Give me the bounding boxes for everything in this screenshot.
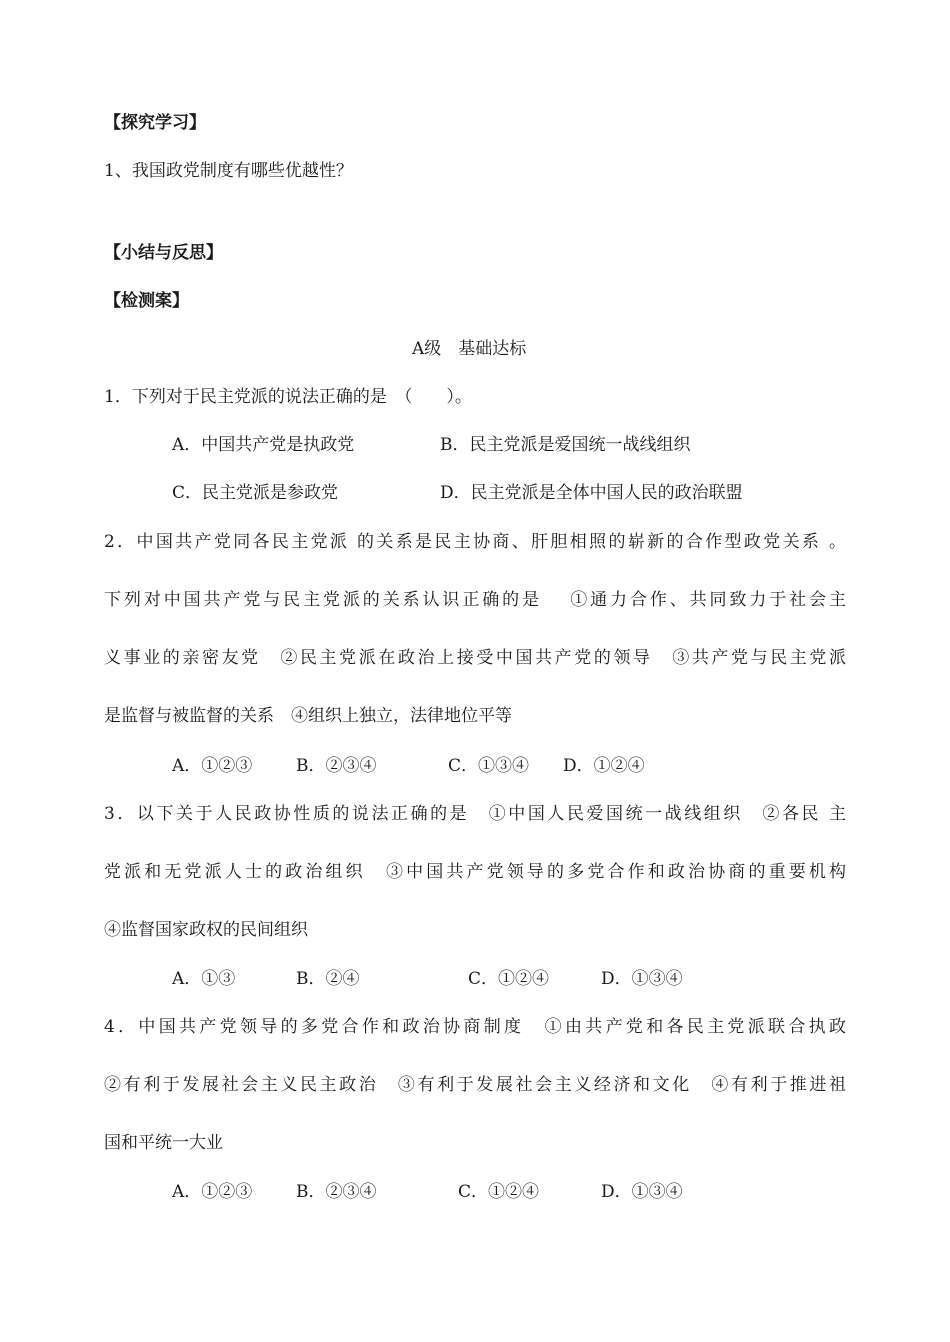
question-2-line-2: 下列对中国共产党与民主党派的关系认识正确的是 ①通力合作、共同致力于社会主 <box>104 590 846 610</box>
question-3-line-3: ④监督国家政权的民间组织 <box>104 920 308 940</box>
question-4-line-2: ②有利于发展社会主义民主政治 ③有利于发展社会主义经济和文化 ④有利于推进祖 <box>104 1075 846 1095</box>
question-4-line-1: 4．中国共产党领导的多党合作和政治协商制度 ①由共产党和各民主党派联合执政 <box>104 1017 846 1037</box>
explore-question-1: 1、我国政党制度有哪些优越性？ <box>104 161 353 181</box>
question-4-option-c: C．①②④ <box>458 1182 540 1202</box>
question-1-option-a: A．中国共产党是执政党 <box>172 435 355 455</box>
level-heading: A级 基础达标 <box>412 339 527 359</box>
question-2-option-b: B．②③④ <box>296 756 377 776</box>
question-3-option-a: A．①③ <box>172 969 236 989</box>
question-2-option-d: D．①②④ <box>563 756 645 776</box>
question-1-option-b: B．民主党派是爱国统一战线组织 <box>440 435 691 455</box>
question-4-option-b: B．②③④ <box>296 1182 377 1202</box>
question-2-option-a: A．①②③ <box>172 756 253 776</box>
question-4-line-3: 国和平统一大业 <box>104 1133 223 1153</box>
section-heading-explore: 【探究学习】 <box>104 113 206 133</box>
question-3-option-b: B．②④ <box>296 969 360 989</box>
question-1-stem: 1．下列对于民主党派的说法正确的是 （ ）。 <box>104 387 472 407</box>
question-3-option-c: C．①②④ <box>468 969 550 989</box>
question-1-option-d: D．民主党派是全体中国人民的政治联盟 <box>440 483 743 503</box>
question-2-option-c: C．①③④ <box>448 756 530 776</box>
question-3-line-2: 党派和无党派人士的政治组织 ③中国共产党领导的多党合作和政治协商的重要机构 <box>104 862 846 882</box>
question-1-option-c: C．民主党派是参政党 <box>172 483 339 503</box>
question-4-option-a: A．①②③ <box>172 1182 253 1202</box>
section-heading-test: 【检测案】 <box>104 291 189 311</box>
question-2-line-3: 义事业的亲密友党 ②民主党派在政治上接受中国共产党的领导 ③共产党与民主党派 <box>104 648 846 668</box>
question-4-option-d: D．①③④ <box>601 1182 683 1202</box>
section-heading-summary: 【小结与反思】 <box>104 243 223 263</box>
question-2-line-1: 2．中国共产党同各民主党派 的关系是民主协商、肝胆相照的崭新的合作型政党关系 。 <box>104 532 846 552</box>
question-3-line-1: 3．以下关于人民政协性质的说法正确的是 ①中国人民爱国统一战线组织 ②各民 主 <box>104 804 846 824</box>
question-3-option-d: D．①③④ <box>601 969 683 989</box>
question-2-line-4: 是监督与被监督的关系 ④组织上独立，法律地位平等 <box>104 706 512 726</box>
